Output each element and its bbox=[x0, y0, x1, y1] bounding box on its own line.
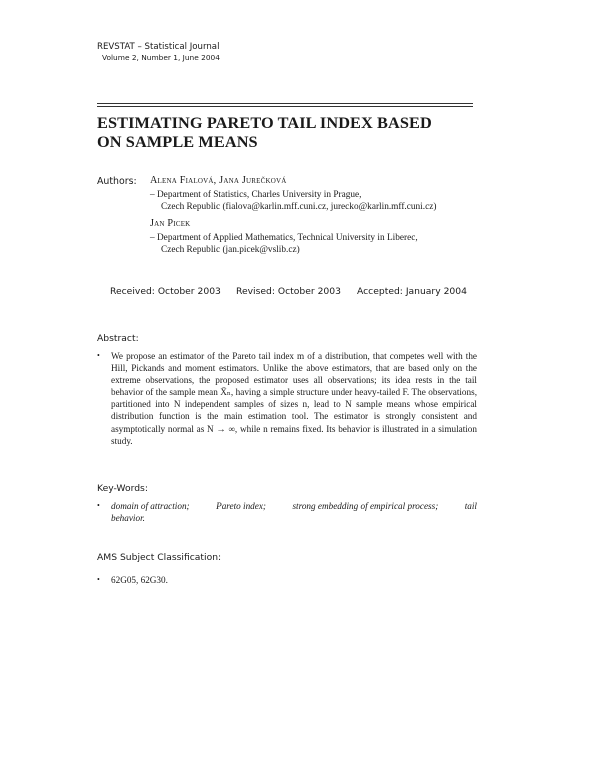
keyword: domain of attraction; bbox=[111, 501, 190, 511]
keyword: Pareto index; bbox=[216, 501, 266, 511]
authors-label: Authors: bbox=[97, 176, 137, 187]
keyword: tail bbox=[464, 501, 477, 511]
keyword-continuation: behavior. bbox=[111, 513, 145, 524]
title-rule-top bbox=[97, 103, 473, 104]
abstract-text: We propose an estimator of the Pareto tail index m of a distribution, that competes well with the Hill, Pickands and moment estimators. Unlike the above estimators, that are based only on the extreme observations, the proposed estimator uses all observations; its idea rests in the tail behavior of the sample mean X̄ₙ, having a simple structure under heavy-tailed F. The observations, partitioned into N independent samples of sizes n, lead to N sample means whose empirical distribution function is the main estimation tool. The estimator is strongly consistent and asymptotically normal as N → ∞, while n remains fixed. Its behavior is illustrated in a simulation study. bbox=[111, 351, 477, 446]
affiliation-2 bbox=[150, 232, 418, 256]
paper-title bbox=[97, 113, 477, 151]
ams-label: AMS Subject Classification: bbox=[97, 552, 222, 563]
journal-name: REVSTAT – Statistical Journal bbox=[97, 42, 220, 52]
title-rule-top-second bbox=[97, 106, 473, 107]
affiliation-2-line-2: Czech Republic (jan.picek@vslib.cz) bbox=[161, 245, 300, 256]
title-line-2: ON SAMPLE MEANS bbox=[97, 132, 258, 151]
affiliation-1-line-1: – Department of Statistics, Charles University in Prague, bbox=[150, 190, 362, 200]
ams-classification: 62G05, 62G30. bbox=[111, 575, 168, 585]
keywords-label: Key-Words: bbox=[97, 483, 148, 494]
abstract-item bbox=[97, 350, 477, 447]
abstract-bullet: • bbox=[97, 351, 100, 360]
affiliation-1-line-2: Czech Republic (fialova@karlin.mff.cuni.cz, jurecko@karlin.mff.cuni.cz) bbox=[161, 202, 437, 213]
ams-bullet: • bbox=[97, 575, 100, 584]
keywords-bullet: • bbox=[97, 501, 100, 510]
affiliation-1 bbox=[150, 189, 436, 213]
keyword: strong embedding of empirical process; bbox=[292, 501, 439, 511]
journal-volume: Volume 2, Number 1, June 2004 bbox=[102, 52, 220, 62]
author-names-2: Jan Picek bbox=[150, 218, 191, 229]
journal-header bbox=[97, 42, 220, 63]
accepted-date: Accepted: January 2004 bbox=[357, 286, 467, 297]
abstract-label: Abstract: bbox=[97, 333, 139, 344]
title-line-1: ESTIMATING PARETO TAIL INDEX BASED bbox=[97, 113, 432, 132]
revised-date: Revised: October 2003 bbox=[236, 286, 341, 297]
ams-item bbox=[97, 574, 477, 586]
author-names-1: Alena Fialová, Jana Jurečková bbox=[150, 175, 287, 186]
keywords-text bbox=[111, 500, 477, 524]
received-date: Received: October 2003 bbox=[110, 286, 221, 297]
affiliation-2-line-1: – Department of Applied Mathematics, Technical University in Liberec, bbox=[150, 233, 418, 243]
keywords-item bbox=[97, 500, 477, 524]
keywords-line bbox=[111, 500, 477, 512]
